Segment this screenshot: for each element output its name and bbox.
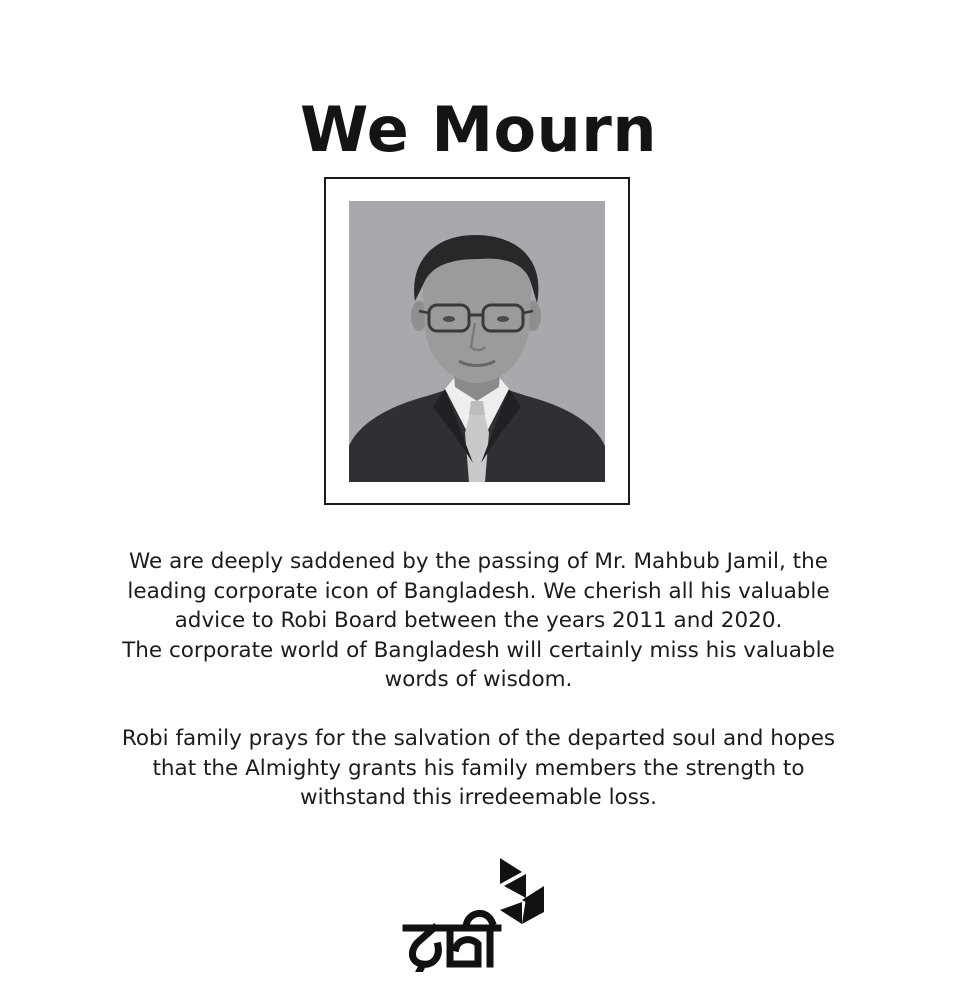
page-title: We Mourn [300, 93, 657, 166]
robi-wordmark-icon [406, 913, 498, 972]
photo-frame [324, 177, 630, 505]
message-line: advice to Robi Board between the years 2011 and 2020. [174, 608, 783, 633]
message-line: The corporate world of Bangladesh will certainly miss his valuable [122, 637, 835, 663]
condolence-paragraph-2 [60, 724, 897, 813]
message-line: leading corporate icon of Bangladesh. We cherish all his valuable [127, 578, 830, 604]
message-line: words of wisdom. [384, 667, 573, 692]
message-line: Robi family prays for the salvation of the departed soul and hopes [121, 726, 836, 751]
message-line: that the Almighty grants his family members the strength to [152, 755, 805, 781]
condolence-message [60, 547, 897, 813]
portrait-photo [349, 201, 605, 482]
paragraph-spacer [60, 695, 897, 725]
message-line: We are deeply saddened by the passing of Mr. Mahbub Jamil, the [129, 549, 828, 574]
message-line: withstand this irredeemable loss. [300, 785, 657, 810]
robi-triangles-icon [500, 858, 544, 924]
robi-logo [400, 852, 560, 972]
condolence-paragraph-1 [60, 547, 897, 695]
